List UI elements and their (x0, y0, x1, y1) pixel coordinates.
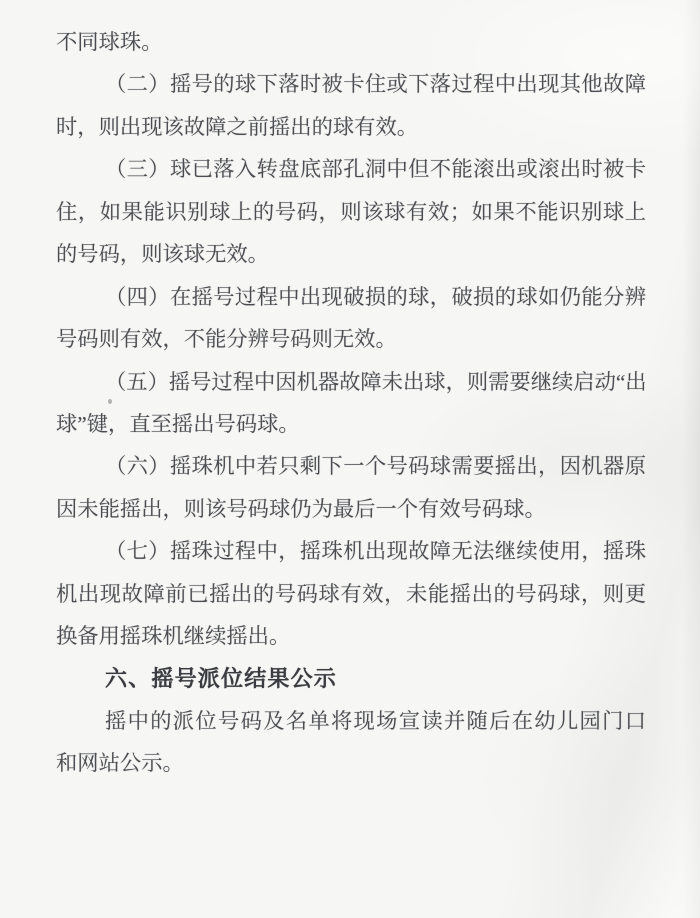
doc-line: 时，则出现该故障之前摇出的球有效。 (56, 114, 419, 139)
document-text-block (56, 21, 646, 785)
doc-line: 的号码，则该球无效。 (56, 242, 269, 267)
doc-line: 球”键，直至摇出号码球。 (56, 411, 300, 436)
doc-line: （四）在摇号过程中出现破损的球，破损的球如仍能分辨 (105, 284, 646, 309)
doc-line: 住，如果能识别球上的号码，则该球有效；如果不能识别球上 (56, 199, 646, 224)
doc-line: 不同球珠。 (56, 30, 163, 54)
doc-line: （七）摇珠过程中，摇珠机出现故障无法继续使用，摇珠 (105, 539, 646, 564)
doc-line: 号码则有效，不能分辨号码则无效。 (56, 327, 397, 352)
doc-line: 和网站公示。 (56, 751, 184, 776)
doc-line: （五）摇号过程中因机器故障未出球，则需要继续启动“出 (105, 369, 646, 394)
doc-line: 摇中的派位号码及名单将现场宣读并随后在幼儿园门口 (105, 709, 646, 733)
doc-line: 换备用摇珠机继续摇出。 (56, 624, 291, 649)
section-heading: 六、摇号派位结果公示 (105, 665, 338, 691)
doc-line: 因未能摇出，则该号码球仍为最后一个有效号码球。 (56, 496, 546, 521)
doc-line: （六）摇珠机中若只剩下一个号码球需要摇出，因机器原 (105, 454, 646, 479)
doc-line: （三）球已落入转盘底部孔洞中但不能滚出或滚出时被卡 (105, 157, 646, 182)
doc-line: （二）摇号的球下落时被卡住或下落过程中出现其他故障 (105, 72, 646, 97)
doc-line: 机出现故障前已摇出的号码球有效，未能摇出的号码球，则更 (56, 581, 646, 606)
scan-speck (108, 399, 112, 404)
